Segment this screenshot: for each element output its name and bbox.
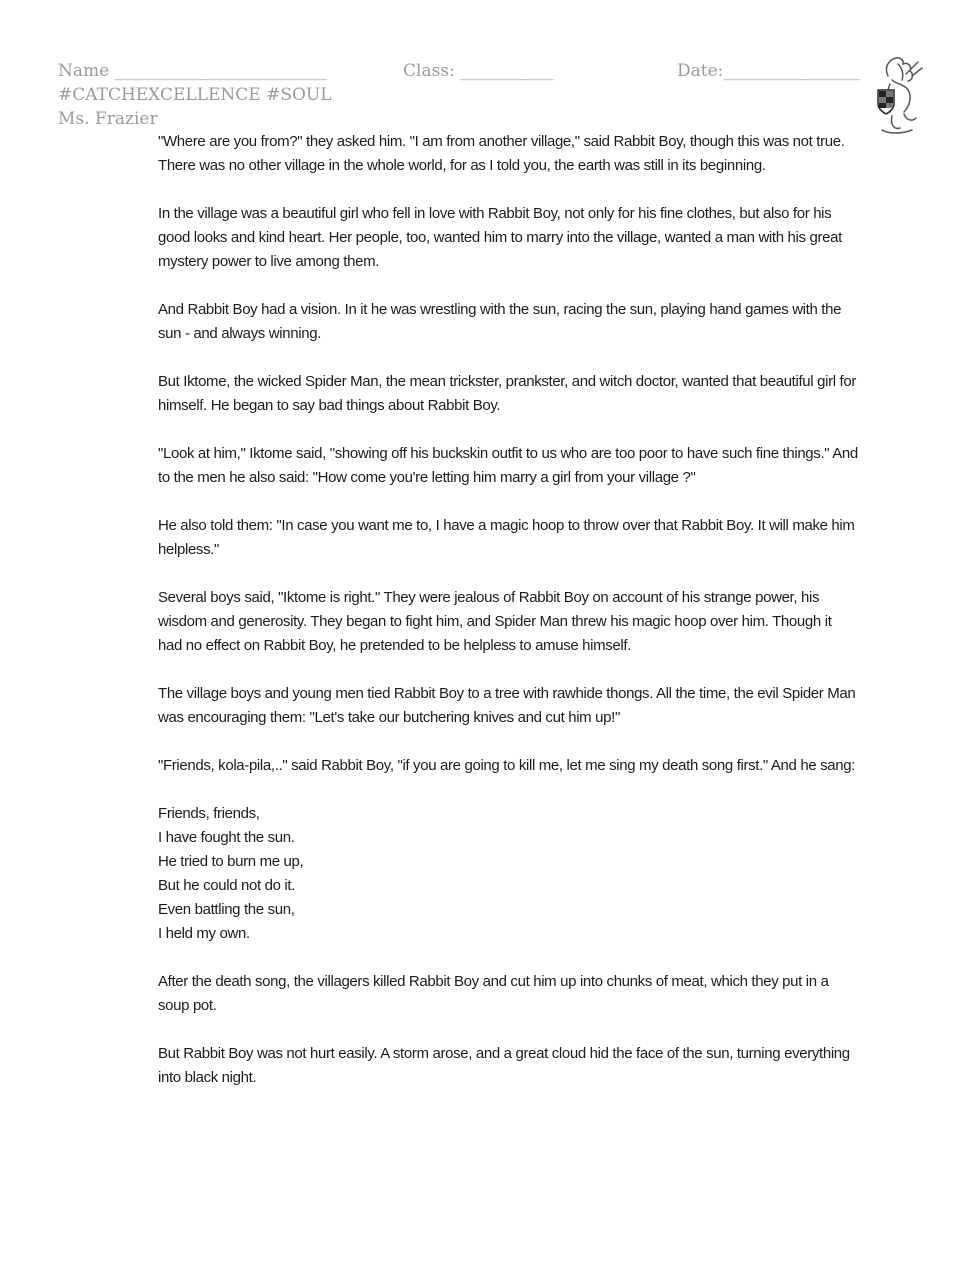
death-song-poem	[158, 802, 858, 946]
paragraph: "Friends, kola-pila,.." said Rabbit Boy, "if you are going to kill me, let me sing my death song first." And he sang:	[158, 757, 856, 774]
paragraph: Several boys said, "Iktome is right." They were jealous of Rabbit Boy on account of his strange power, his wisdom and generosity. They began to fight him, and Spider Man threw his magic hoop over him. Though it had no effect on Rabbit Boy, he pretended to be helpless to amuse himself.	[158, 589, 832, 654]
paragraph: He also told them: "In case you want me to, I have a magic hoop to throw over that Rabbit Boy. It will make him helpless."	[158, 517, 855, 558]
poem-line: I have fought the sun.	[158, 829, 295, 846]
paragraph: In the village was a beautiful girl who fell in love with Rabbit Boy, not only for his fine clothes, but also for his good looks and kind heart. Her people, too, wanted him to marry into the village, wanted a man with his great mystery power to live among them.	[158, 205, 842, 270]
poem-line: He tried to burn me up,	[158, 853, 304, 870]
paragraph: But Rabbit Boy was not hurt easily. A storm arose, and a great cloud hid the face of the sun, turning everything into black night.	[158, 1045, 850, 1086]
teacher-name: Ms. Frazier	[58, 109, 158, 129]
paragraph: "Look at him," Iktome said, "showing off his buckskin outfit to us who are too poor to have such fine things." And to the men he also said: "How come you're letting him marry a girl from your village ?"	[158, 445, 858, 486]
paragraph: "Where are you from?" they asked him. "I am from another village," said Rabbit Boy, though this was not true. There was no other village in the whole world, for as I told you, the earth was still in its beginning.	[158, 133, 845, 174]
poem-line: Even battling the sun,	[158, 901, 295, 918]
name-field-label: Name _________________________	[58, 61, 328, 81]
crest-icon	[868, 54, 928, 138]
poem-line: Friends, friends,	[158, 805, 260, 822]
hashtags: #CATCHEXCELLENCE #SOUL	[58, 85, 332, 105]
poem-line: I held my own.	[158, 925, 250, 942]
class-field-label: Class: ___________	[403, 61, 554, 81]
date-field-label: Date:________________	[677, 61, 860, 81]
paragraph: After the death song, the villagers killed Rabbit Boy and cut him up into chunks of meat, which they put in a soup pot.	[158, 973, 829, 1014]
paragraph: But Iktome, the wicked Spider Man, the mean trickster, prankster, and witch doctor, wanted that beautiful girl for himself. He began to say bad things about Rabbit Boy.	[158, 373, 856, 414]
paragraph: The village boys and young men tied Rabbit Boy to a tree with rawhide thongs. All the time, the evil Spider Man was encouraging them: "Let's take our butchering knives and cut him up!"	[158, 685, 856, 726]
story-text	[158, 130, 858, 1114]
poem-line: But he could not do it.	[158, 877, 296, 894]
paragraph: And Rabbit Boy had a vision. In it he was wrestling with the sun, racing the sun, playing hand games with the sun - and always winning.	[158, 301, 842, 342]
